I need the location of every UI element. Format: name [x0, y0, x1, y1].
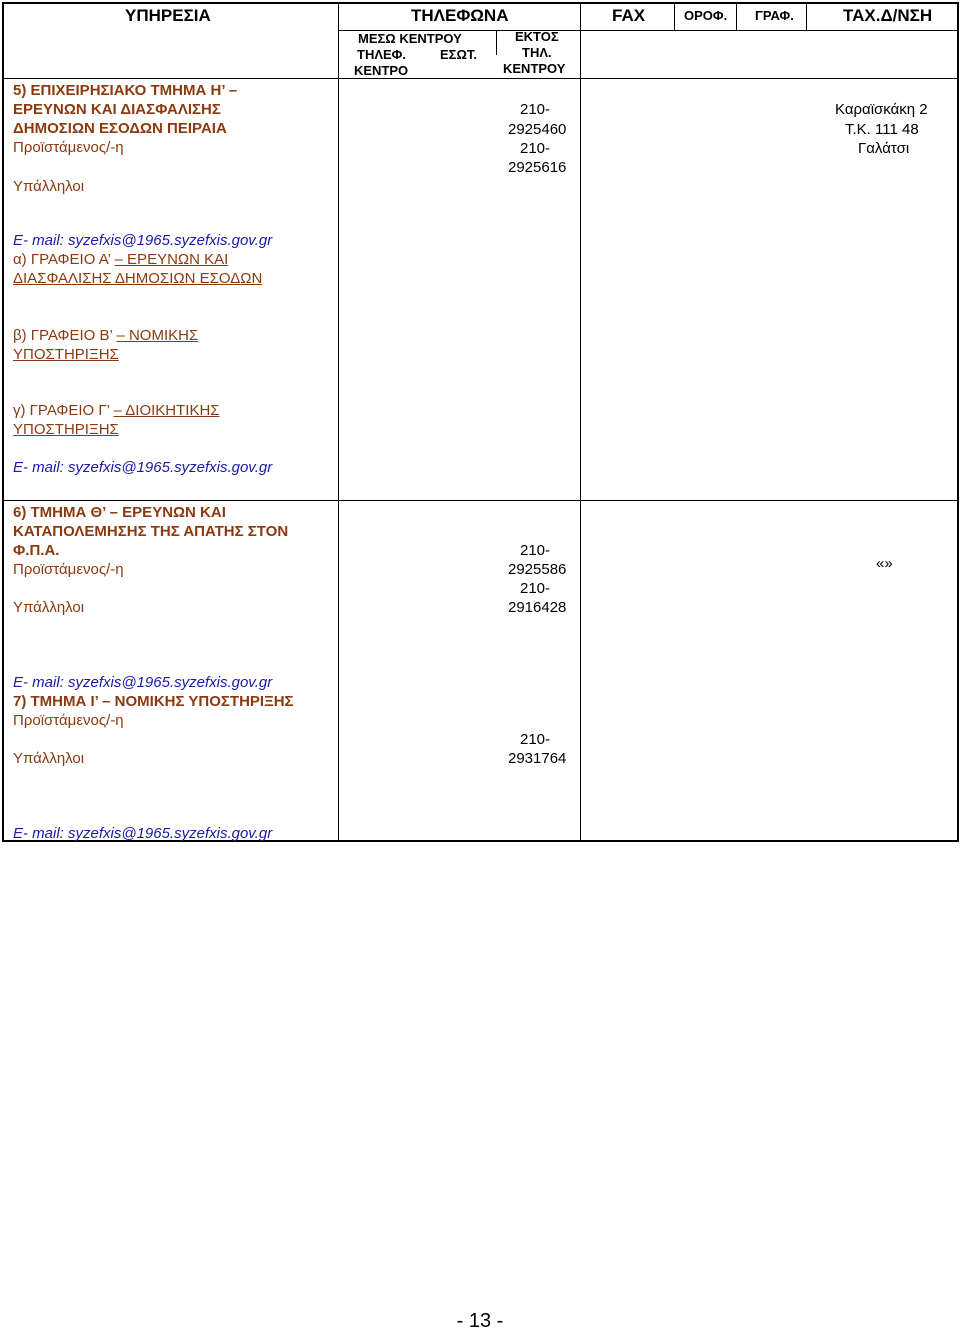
- section7-head: Προϊστάμενος/-η: [13, 712, 124, 729]
- col-divider: [736, 2, 737, 30]
- section5-title: 5) ΕΠΙΧΕΙΡΗΣΙΑΚΟ ΤΜΗΜΑ Η’ –: [13, 82, 238, 99]
- col-divider: [674, 2, 675, 30]
- section5-staff: Υπάλληλοι: [13, 178, 85, 195]
- section6-phone: 2925586: [508, 561, 567, 578]
- row-divider: [2, 78, 959, 79]
- section5-title: ΕΡΕΥΝΩΝ ΚΑΙ ΔΙΑΣΦΑΛΙΣΗΣ: [13, 101, 221, 118]
- office-c: [13, 401, 220, 420]
- header-office: ΓΡΑΦ.: [755, 8, 794, 23]
- section5-phone: 2925616: [508, 159, 567, 176]
- section5-phone: 210-: [520, 140, 551, 157]
- col-divider: [496, 30, 497, 55]
- section5-phone: 210-: [520, 101, 551, 118]
- header-service: ΥΠΗΡΕΣΙΑ: [125, 6, 211, 25]
- col-divider: [338, 2, 339, 842]
- section5-title: ΔΗΜΟΣΙΩΝ ΕΣΟΔΩΝ ΠΕΙΡΑΙΑ: [13, 120, 227, 137]
- section5-email: E- mail: syzefxis@1965.syzefxis.gov.gr: [13, 232, 273, 249]
- section7-email: E- mail: syzefxis@1965.syzefxis.gov.gr: [13, 825, 273, 842]
- section5-phone: 2925460: [508, 121, 567, 138]
- office-b-label: – ΝΟΜΙΚΗΣ: [116, 327, 199, 344]
- office-b-label: β) ΓΡΑΦΕΙΟ Β’: [13, 327, 117, 344]
- section6-address: «»: [876, 555, 893, 572]
- section6-title: 6) ΤΜΗΜΑ Θ’ – ΕΡΕΥΝΩΝ ΚΑΙ: [13, 504, 226, 521]
- office-c-label: – ΔΙΟΙΚΗΤΙΚΗΣ: [113, 402, 220, 419]
- section6-staff: Υπάλληλοι: [13, 599, 85, 616]
- header-fax: FAX: [612, 6, 646, 25]
- header-outside-2: ΤΗΛ.: [522, 45, 552, 60]
- office-a-label: – ΕΡΕΥΝΩΝ ΚΑΙ: [114, 251, 229, 268]
- section5-address: Γαλάτσι: [858, 140, 910, 157]
- section5-address: Καραϊσκάκη 2: [835, 101, 928, 118]
- section5-address: Τ.Κ. 111 48: [845, 121, 919, 138]
- page-number: - 13 -: [456, 1310, 504, 1332]
- office-a-label: ΔΙΑΣΦΑΛΙΣΗΣ ΔΗΜΟΣΙΩΝ ΕΣΟΔΩΝ: [13, 270, 263, 287]
- office-c-label: ΥΠΟΣΤΗΡΙΞΗΣ: [13, 421, 119, 438]
- header-outside-1: ΕΚΤΟΣ: [515, 29, 559, 44]
- section6-title: Φ.Π.Α.: [13, 542, 60, 559]
- office-c-label: γ) ΓΡΑΦΕΙΟ Γ’: [13, 402, 114, 419]
- header-address: ΤΑΧ.Δ/ΝΣΗ: [843, 6, 933, 25]
- header-phones: ΤΗΛΕΦΩΝΑ: [411, 6, 509, 25]
- section5-email: E- mail: syzefxis@1965.syzefxis.gov.gr: [13, 459, 273, 476]
- header-phone-center-2: ΚΕΝΤΡΟ: [354, 63, 409, 78]
- header-outside-3: ΚΕΝΤΡΟΥ: [503, 61, 566, 76]
- section7-title: 7) ΤΜΗΜΑ Ι’ – ΝΟΜΙΚΗΣ ΥΠΟΣΤΗΡΙΞΗΣ: [13, 693, 294, 710]
- section6-email: E- mail: syzefxis@1965.syzefxis.gov.gr: [13, 674, 273, 691]
- section6-phone: 210-: [520, 542, 551, 559]
- section6-title: ΚΑΤΑΠΟΛΕΜΗΣΗΣ ΤΗΣ ΑΠΑΤΗΣ ΣΤΟΝ: [13, 523, 289, 540]
- col-divider: [580, 2, 581, 842]
- office-a: [13, 250, 228, 269]
- section6-head: Προϊστάμενος/-η: [13, 561, 124, 578]
- header-phone-center-1: ΤΗΛΕΦ.: [357, 47, 406, 62]
- section6-phone: 210-: [520, 580, 551, 597]
- section7-phone: 2931764: [508, 750, 567, 767]
- header-floor: ΟΡΟΦ.: [684, 8, 728, 23]
- section7-phone: 210-: [520, 731, 551, 748]
- row-divider: [2, 500, 959, 501]
- office-b: [13, 326, 198, 345]
- office-a-label: α) ΓΡΑΦΕΙΟ Α’: [13, 251, 115, 268]
- section6-phone: 2916428: [508, 599, 567, 616]
- section7-staff: Υπάλληλοι: [13, 750, 85, 767]
- col-divider: [806, 2, 807, 30]
- header-internal: ΕΣΩΤ.: [440, 47, 478, 62]
- office-b-label: ΥΠΟΣΤΗΡΙΞΗΣ: [13, 346, 119, 363]
- section5-head: Προϊστάμενος/-η: [13, 139, 124, 156]
- header-via-center: ΜΕΣΩ ΚΕΝΤΡΟΥ: [358, 31, 462, 46]
